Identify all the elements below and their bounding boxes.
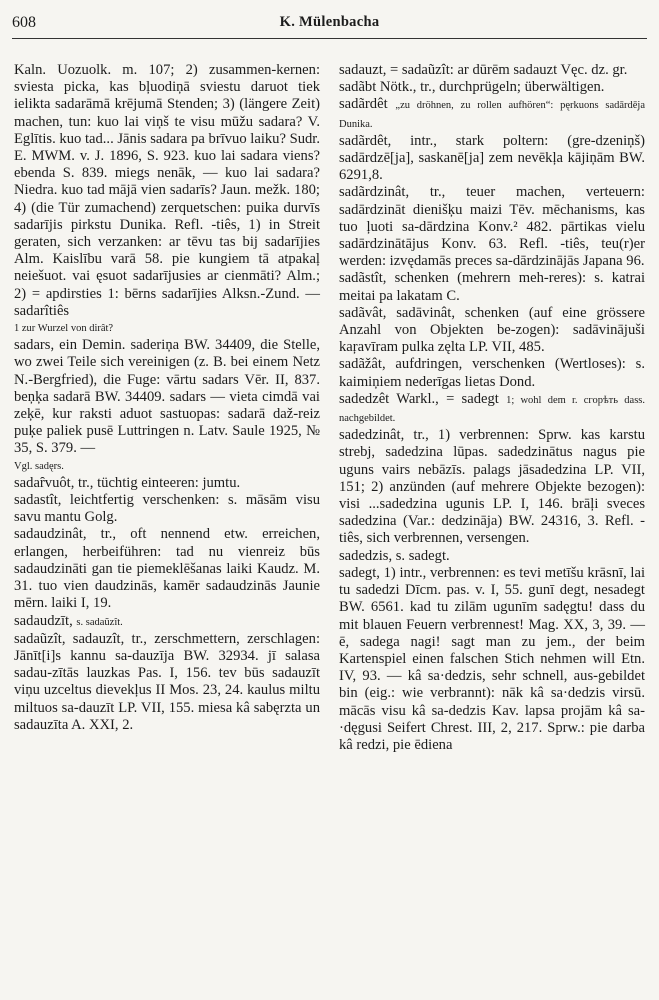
entry-sadauzt: sadauzt, = sadaũzît: ar dūrēm sadauzt Vęc. dz. gr. (339, 62, 628, 78)
entry-sadastit-2: sadãstît, schenken (mehrern meh-reres): s. katrai meitai pa lakatam C. (339, 270, 645, 304)
entry-sadegt: sadegt, 1) intr., verbrennen: es tevi metīšu krāsnī, lai tu sadedzi Dīcm. pas. v. I, 55. gunī degt, nesadegt BW. 6561. kad tu zilām ugunīm sadęgtu! dass du mit blauen Feuern verbrennest! Mag. XX, 3, 39. — ē, sadega nagi! sagt man zu jem., der beim Kartenspiel einen falschen Stich nehmen will Etn. IV, 93. — kâ sa·dedzis, sehr schnell, aus-gebildet bin (eig.: wie verbrannt): nāk kâ sa·dedzis virsū. mācās visu kâ sa-dedzis Kav. lapsa projām kâ sa-·dęgusi Seifert Chrest. III, 2, 217. Sprw.: pie darba kâ redzi, pie ēdiena (339, 564, 645, 753)
entry-sadauzit: sadaũzît, sadauzît, tr., zerschmettern, zerschlagen: Jānīt[i]s kannu sa-dauzīja BW. 32934. jī salasa sadau-zītās lauzkas Pas. I, 156. tev būs sadauzīt viņu uzceltus dievekļus II Mos. 23, 24. kaulus miltu miltuos sa-dauzīt LP. VII, 155. miesa kâ sabęrzta un sadauzīta A. XXI, 2. (14, 630, 320, 733)
entry-sadabt: sadãbt Nötk., tr., durchprügeln; überwältigen. (339, 79, 605, 96)
entry-sadedzet: sadedzêt Warkl., = sadegt 1; wohl dem r. сгорѣть dass. nachgebildet. (339, 390, 645, 425)
entry-sadedzis: sadedzis, s. sadegt. (339, 547, 450, 564)
entry-sadastit: sadastît, leichtfertig verschenken: s. māsām visu savu mantu Golg. (14, 492, 320, 526)
entry-note: Vgl. sadęrs. (14, 460, 64, 472)
right-column (339, 62, 645, 754)
left-column (14, 62, 320, 734)
entry-sadazat: sadãžât, aufdringen, verschenken (Wertloses): s. kaimiņiem nederīgas lietas Dond. (339, 356, 645, 390)
entry-sadardet-2: sadãrdêt, intr., stark poltern: (gre-dzeniņš) sadārdzē[ja], saskanē[ja] zem nevēkļa kājiņām BW. 6291,8. (339, 132, 645, 184)
entry-sadardet-1: sadãrdêt „zu dröhnen, zu rollen aufhören“: pęrkuons sadārdēja Dunika. (339, 96, 646, 130)
entry-sadedzinat: sadedzinât, tr., 1) verbrennen: Sprw. kas karstu strebj, sadedzina lūpas. sadedzinātus nagus pie uguns vairs nebāzīs. palags jāsadedzina LP. VII, 151; 2) anzünden (auf mehrere Objekte bezogen): visi ...sadedzina ugunis LP. I, 146. brāļi sveces sadedzina (Var.: dedzināja) BW. 24316, 3. Refl. -tiês, sich verbrennen, versengen. (339, 427, 645, 547)
running-head: K. Mülenbacha (279, 14, 380, 30)
entry-note: 1 zur Wurzel von dirât? (14, 323, 114, 335)
entry-sadarvuot: sadaȓvuôt, tr., tüchtig einteeren: jumtu. (14, 474, 241, 491)
entry-sadardzinat: sadãrdzinât, tr., teuer machen, verteuern: sadārdzināt dienišķu maizi Tēv. mēchanisms, kas tuo ļuoti sa-dārdzina Konv.² 482. pārtikas vielu sadārdzinātājus Konv. 63. Refl. -tiês, teu(r)er werden: izvędamās preces sa-dārdzinājās Japana 96. (339, 184, 645, 270)
page-header (12, 12, 647, 39)
page-number: 608 (12, 14, 36, 31)
entry-sadaudzit: sadaudzīt, s. sadaũzît. (14, 612, 123, 629)
entry-text: Kaln. Uozuolk. m. 107; 2) zusammen-kernen: sviesta picka, kas bļuodiņā sviestu daruot tiek ielikta sadarāmā krējumā Stenden; 3) (längere Zeit) machen, tun: kuo lai viņš te visu mūžu sadara? V. Eglītis. kuo tad... Jānis sadara pa brīvuo laiku? Sudr. E. MWM. v. J. 1896, S. 923. kuo lai sadara viens? ebenda S. 839. miegs nenāk, — kuo lai sadara? Niedra. kuo tad mājā vien sadarīs? Jaun. mežk. 180; 4) (die Tür zumachend) zerquetschen: puika durvīs sadarījis pirkstu Dunika. Refl. -tiês, 1) in Streit geraten, sich verzanken: ar tēvu tas bij sadarījies Alm. Kaislību varā 58. pie kungiem tā atpakaļ neiešuot. vai ęsuot sadarījusies ar cienmāti? Alm.; 2) = apdirsties 1: bērns sadarījies Alksn.-Zund. — sadarîtiês (14, 62, 321, 319)
entry-sadavat: sadãvât, sadāvinât, schenken (auf eine grössere Anzahl von Objekten be-zogen): sadāvinājuši kaŗavīram pulka zęlta LP. VII, 485. (339, 304, 645, 356)
entry-sadaudzinat: sadaudzinât, tr., oft nennend etw. erreichen, erlangen, herbeiführen: tad nu vienreiz būs sadaudzināti gan tie piemeklēšanas laiki Kaudz. M. 31. tuo vien daudzinās, kamēr sadaudzinās Jaunie mērn. laiki I, 19. (14, 526, 320, 612)
entry-sadars: sadars, ein Demin. saderiņa BW. 34409, die Stelle, wo zwei Teile sich vereinigen (z. B. bei einem Netz N.-Bergfried), die Fuge: vārtu sadars Vēr. II, 837. beņķa sadarā BW. 34409. sadars — vieta cimdā vai zeķē, kur raksti aduot sastuopas: sadarā daž-reiz puķe paliek pusē Luttringen n. Latv. Saule 1925, № 35, S. 379. — (14, 337, 320, 457)
